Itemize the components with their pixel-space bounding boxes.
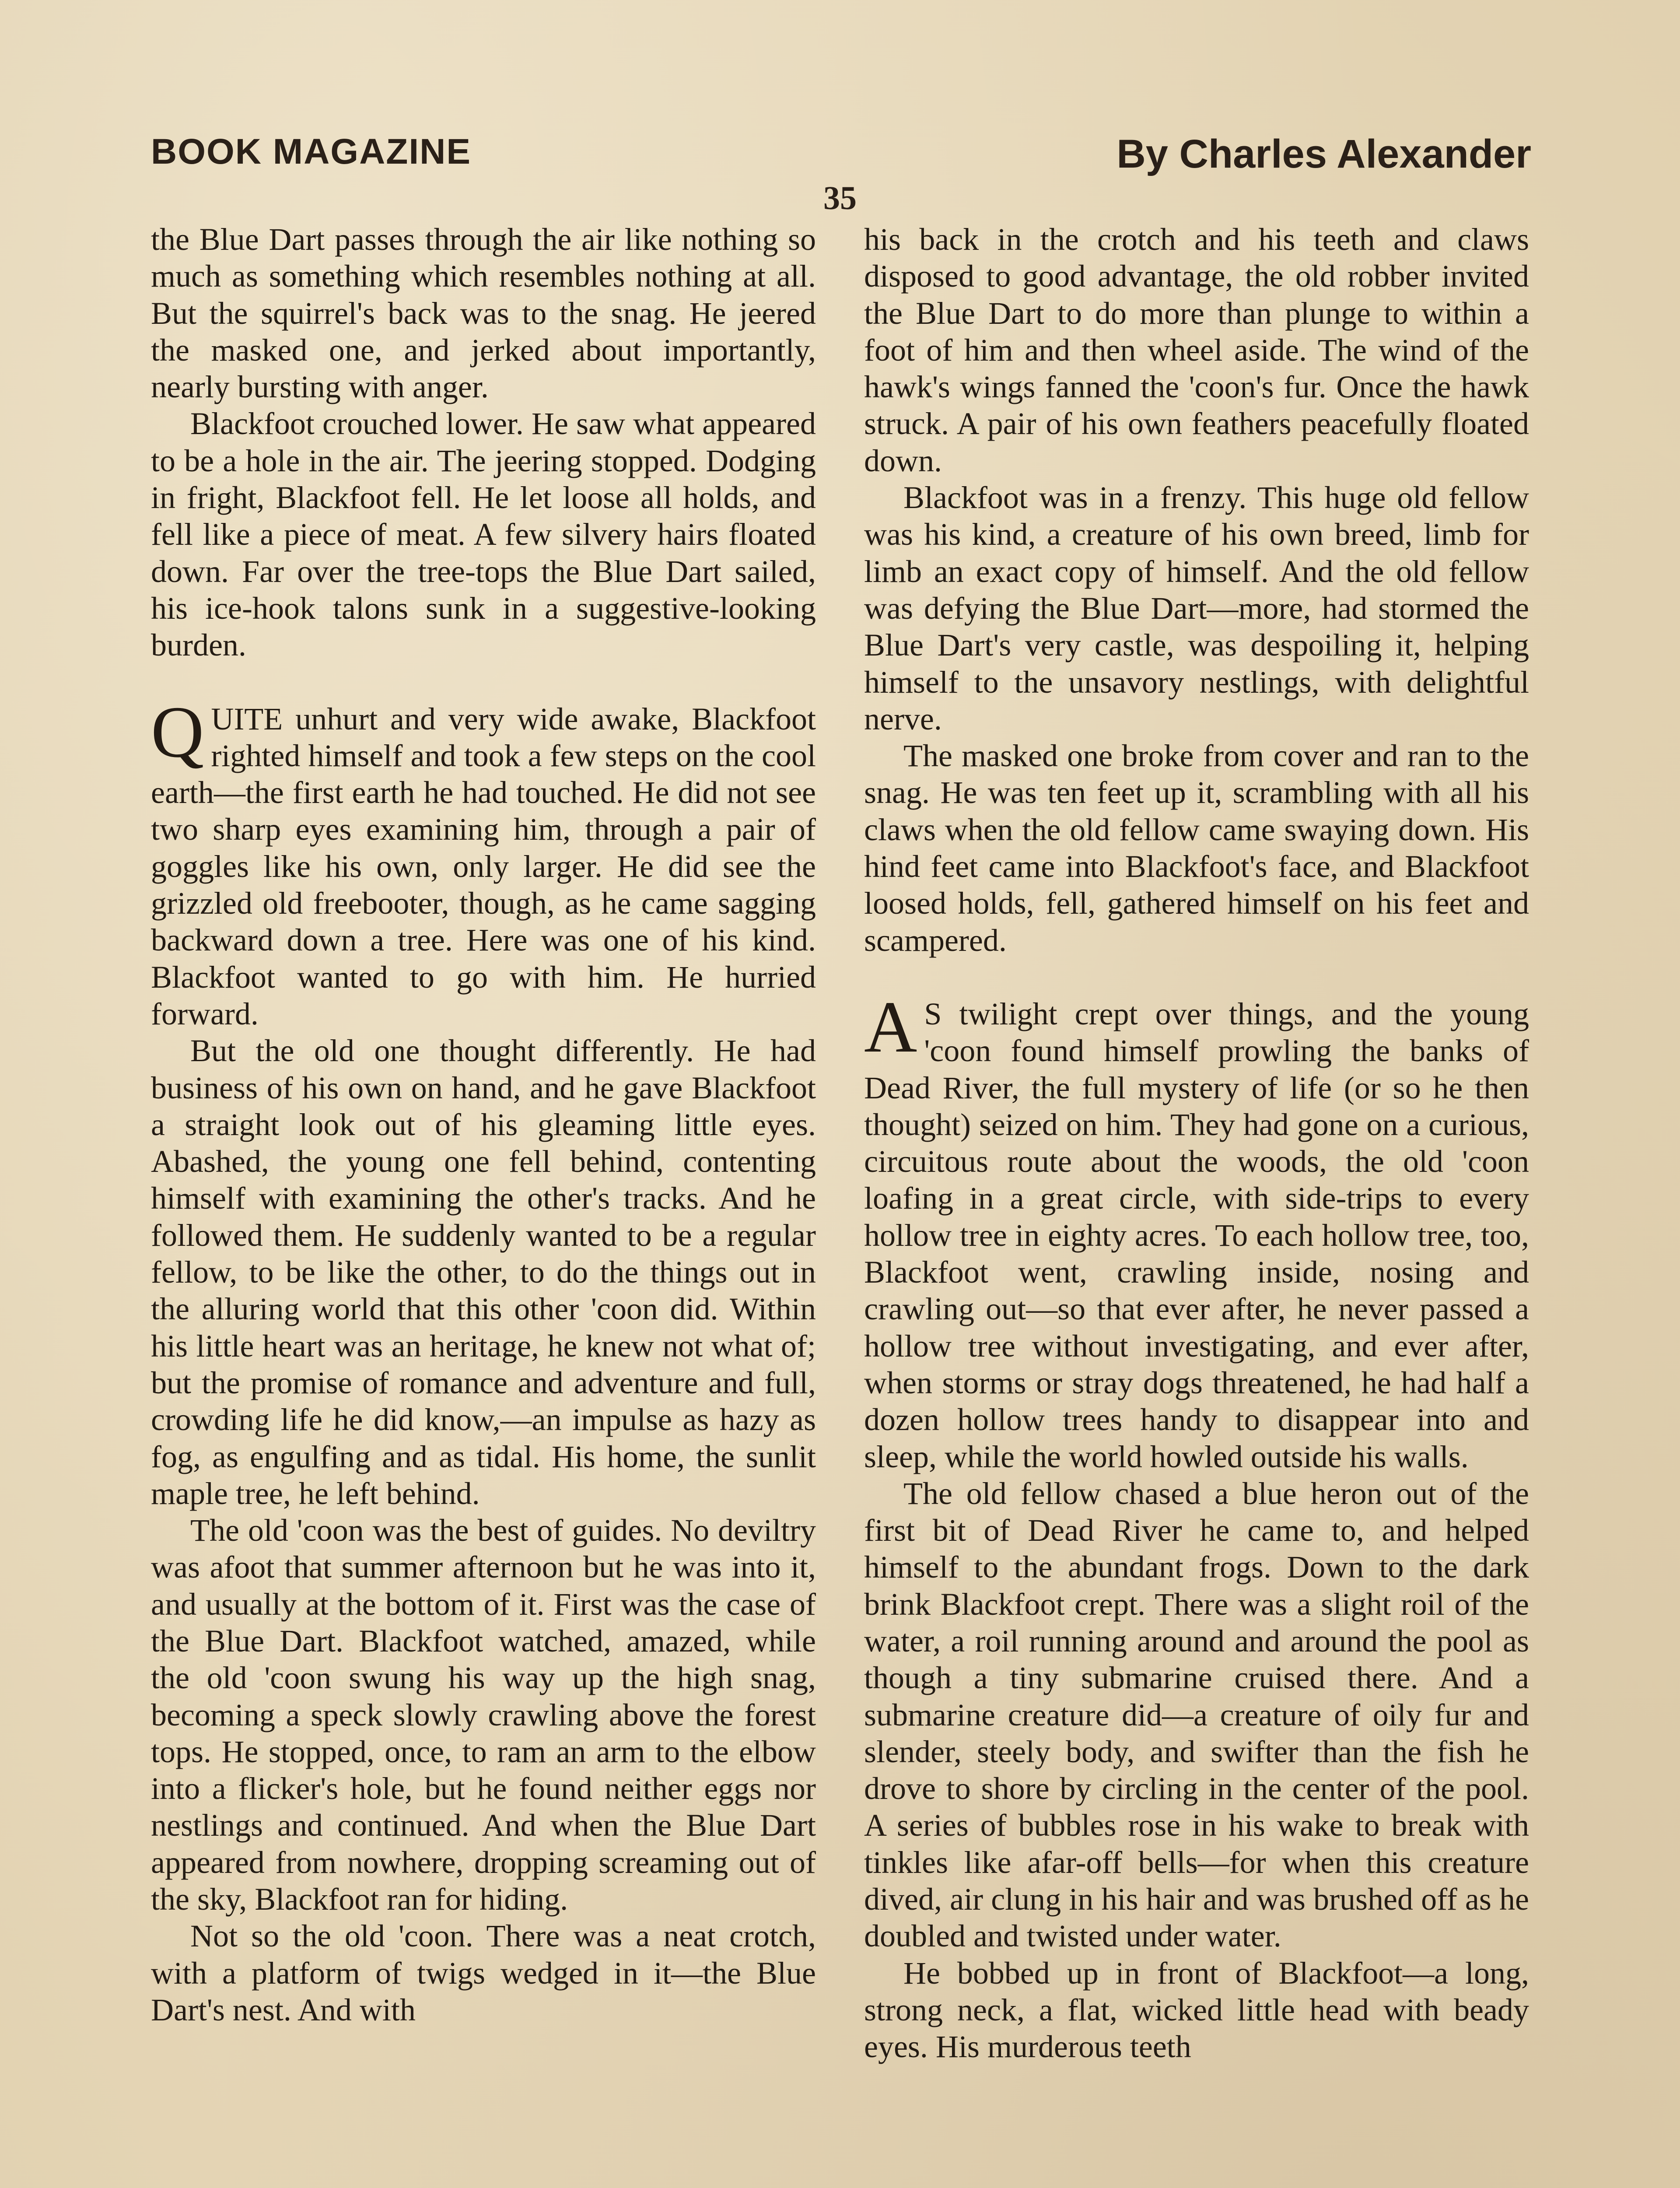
paragraph: The old 'coon was the best of guides. No deviltry was afoot that summer afternoon but he was into it, and usually at the bottom of it. First was the case of the Blue Dart. Blackfoot watched, amazed, while the old 'coon swung his way up the high snag, becoming a speck slowly crawling above the forest tops. He stopped, once, to ram an arm to the elbow into a flicker's hole, but he found neither eggs nor nestlings and continued. And when the Blue Dart appeared from nowhere, dropping screaming out of the sky, Blackfoot ran for hiding.: [151, 1513, 816, 1917]
running-header-author: By Charles Alexander: [1116, 132, 1531, 176]
paragraph: Blackfoot crouched lower. He saw what appeared to be a hole in the air. The jeering stopped. Dodging in fright, Blackfoot fell. He let loose all holds, and fell like a piece of meat. A few silvery hairs floated down. Far over the tree-tops the Blue Dart sailed, his ice-hook talons sunk in a suggestive-looking burden.: [151, 406, 816, 663]
left-column: [151, 221, 816, 2188]
paragraph: Not so the old 'coon. There was a neat crotch, with a platform of twigs wedged in it—the Blue Dart's nest. And with: [151, 1918, 816, 2027]
paragraph: the Blue Dart passes through the air like nothing so much as something which resembles nothing at all. But the squirrel's back was to the snag. He jeered the masked one, and jerked about importantly, nearly bursting with anger.: [151, 222, 816, 405]
running-header-title: BOOK MAGAZINE: [151, 132, 472, 172]
drop-cap: Q: [151, 691, 204, 773]
paragraph: He bobbed up in front of Blackfoot—a long, strong neck, a flat, wicked little head with beady eyes. His murderous teeth: [864, 1955, 1529, 2065]
right-column: [864, 221, 1529, 2188]
paragraph-text: UITE unhurt and very wide awake, Blackfoot righted himself and took a few steps on the cool earth—the first earth he had touched. He did not see two sharp eyes examining him, through a pair of goggles like his own, only larger. He did see the grizzled old freebooter, though, as he came sagging backward down a tree. Here was one of his kind. Blackfoot wanted to go with him. He hurried forward.: [151, 701, 816, 1031]
drop-cap: A: [864, 986, 917, 1068]
paragraph-text: S twilight crept over things, and the young 'coon found himself prowling the banks of Dead River, the full mystery of life (or so he then thought) seized on him. They had gone on a curious, circuitous route about the woods, the old 'coon loafing in a great circle, with side-trips to every hollow tree in eighty acres. To each hollow tree, too, Blackfoot went, crawling inside, nosing and crawling out—so that ever after, he never passed a hollow tree without investigating, and ever after, when storms or stray dogs threatened, he had half a dozen hollow trees handy to disappear into and sleep, while the world howled outside his walls.: [864, 996, 1529, 1474]
page-number: 35: [823, 180, 857, 217]
paragraph: Blackfoot was in a frenzy. This huge old fellow was his kind, a creature of his own breed, limb for limb an exact copy of himself. And the old fellow was defying the Blue Dart—more, had stormed the Blue Dart's very castle, was despoiling it, helping himself to the unsavory nestlings, with delightful nerve.: [864, 480, 1529, 736]
paragraph: his back in the crotch and his teeth and claws disposed to good advantage, the old robber invited the Blue Dart to do more than plunge to within a foot of him and then wheel aside. The wind of the hawk's wings fanned the 'coon's fur. Once the hawk struck. A pair of his own feathers peacefully floated down.: [864, 222, 1529, 478]
section-opening-paragraph: [864, 986, 1529, 1475]
paragraph: The masked one broke from cover and ran to the snag. He was ten feet up it, scrambling with all his claws when the old fellow came swaying down. His hind feet came into Blackfoot's face, and Blackfoot loosed holds, fell, gathered himself on his feet and scampered.: [864, 738, 1529, 958]
paragraph: But the old one thought differently. He had business of his own on hand, and he gave Blackfoot a straight look out of his gleaming little eyes. Abashed, the young one fell behind, contenting himself with examining the other's tracks. And he followed them. He suddenly wanted to be a regular fellow, to be like the other, to do the things out in the alluring world that this other 'coon did. Within his little heart was an heritage, he knew not what of; but the promise of romance and adventure and full, crowding life he did know,—an impulse as hazy as fog, as engulfing and as tidal. His home, the sunlit maple tree, he left behind.: [151, 1033, 816, 1511]
section-opening-paragraph: [151, 691, 816, 1033]
paragraph: The old fellow chased a blue heron out of the first bit of Dead River he came to, and helped himself to the abundant frogs. Down to the dark brink Blackfoot crept. There was a slight roil of the water, a roil running around and around the pool as though a tiny submarine cruised there. And a submarine creature did—a creature of oily fur and slender, steely body, and swifter than the fish he drove to shore by circling in the center of the pool. A series of bubbles rose in his wake to break with tinkles like afar-off bells—for when this creature dived, air clung in his hair and was brushed off as he doubled and twisted under water.: [864, 1476, 1529, 1954]
